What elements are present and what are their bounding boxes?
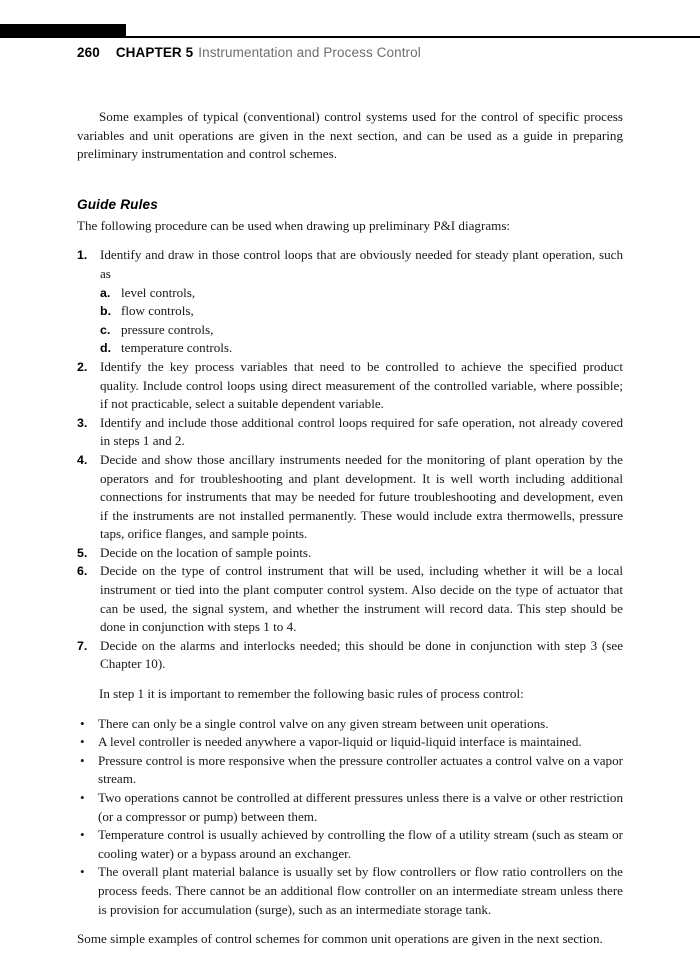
- list-item-text: Decide and show those ancillary instruments needed for the monitoring of plant operation by the operators and for troubleshooting and plant development. It is well worth including additional connections for instruments that may be needed for future troubleshooting and development, even if the instruments are not installed permanently. These would include extra thermowells, pressure taps, orifice flanges, and sample points.: [100, 451, 623, 542]
- header-rule: [0, 24, 700, 39]
- list-marker: 4.: [77, 452, 88, 467]
- section-heading-guide-rules: Guide Rules: [77, 196, 158, 212]
- list-item-text: The overall plant material balance is usually set by flow controllers or flow ratio controllers on the process feeds. There cannot be an additional flow controller on an intermediate stream unless there is provision for accumulation (surge), such as an intermediate storage tank.: [98, 864, 623, 917]
- list-item: [77, 358, 623, 414]
- list-item: [77, 863, 623, 919]
- bullet-icon: •: [80, 827, 85, 843]
- list-item: [77, 752, 623, 789]
- header-black-bar: [0, 24, 126, 38]
- list-item: [100, 321, 623, 340]
- list-item: [77, 733, 623, 752]
- list-item-text: pressure controls,: [121, 321, 214, 337]
- spacer: [77, 164, 623, 196]
- list-item-text: Two operations cannot be controlled at different pressures unless there is a valve or other restriction (or a compressor or pump) between them.: [98, 790, 623, 824]
- bullet-icon: •: [80, 715, 85, 731]
- list-marker: 2.: [77, 359, 88, 374]
- bullet-icon: •: [80, 734, 85, 750]
- guide-rules-numbered-list: [77, 246, 623, 674]
- chapter-label: CHAPTER 5: [115, 45, 194, 60]
- list-item: [77, 715, 623, 734]
- list-item-text: Decide on the alarms and interlocks needed; this should be done in conjunction with step 3 (see Chapter 10).: [100, 637, 623, 672]
- list-item-text: Temperature control is usually achieved by controlling the flow of a utility stream (such as steam or cooling water) or a bypass around an exchanger.: [98, 827, 623, 861]
- list-item: [77, 637, 623, 674]
- list-item-text: Identify the key process variables that need to be controlled to achieve the specified product quality. Include control loops using direct measurement of the controlled variable, where possible; if not practicable, select a suitable dependent variable.: [100, 358, 623, 412]
- spacer: [77, 704, 623, 715]
- list-marker: 1.: [77, 248, 88, 263]
- chapter-title: Instrumentation and Process Control: [198, 45, 421, 60]
- list-item-text: level controls,: [121, 284, 196, 300]
- list-marker: 7.: [77, 638, 88, 653]
- list-marker: 5.: [77, 545, 88, 560]
- list-marker: d.: [100, 341, 112, 356]
- list-item-text: Decide on the location of sample points.: [100, 544, 312, 560]
- process-control-rules-list: [77, 715, 623, 920]
- list-item-text: Identify and draw in those control loops that are obviously needed for steady plant operation, such as: [100, 247, 623, 281]
- list-item: [77, 789, 623, 826]
- list-item-text: A level controller is needed anywhere a vapor-liquid or liquid-liquid interface is maintained.: [98, 734, 582, 750]
- intro-paragraph: Some examples of typical (conventional) control systems used for the control of specific process variables and unit operations are given in the next section, and can be used as a guide in preparing preliminary instrumentation and control schemes.: [77, 109, 623, 162]
- list-marker: 6.: [77, 564, 88, 579]
- list-marker: b.: [100, 304, 112, 319]
- list-item: [77, 246, 623, 358]
- page-number: 260: [77, 45, 100, 60]
- list-item: [77, 562, 623, 636]
- guide-rules-lead-in: The following procedure can be used when drawing up preliminary P&I diagrams:: [77, 217, 511, 233]
- list-item: [100, 302, 623, 321]
- list-item: [77, 544, 623, 563]
- rules-lead-in: In step 1 it is important to remember the following basic rules of process control:: [99, 686, 524, 702]
- list-item-text: Decide on the type of control instrument that will be used, including whether it will be a local instrument or tied into the plant computer control system. Also decide on the type of actuator that can be used, the signal system, and whether the instrument will record data. This step should be done in conjunction with steps 1 to 4.: [100, 563, 623, 635]
- list-marker: a.: [100, 285, 111, 300]
- list-item: [100, 284, 623, 303]
- page-content: [77, 108, 623, 949]
- list-item: [77, 451, 623, 544]
- list-item: [77, 414, 623, 451]
- list-item-text: temperature controls.: [121, 340, 233, 356]
- running-head: [77, 44, 637, 61]
- list-item-text: Pressure control is more responsive when the pressure controller actuates a control valve on a vapor stream.: [98, 752, 623, 787]
- spacer: [77, 235, 623, 246]
- spacer: [77, 919, 623, 930]
- list-item-text: There can only be a single control valve on any given stream between unit operations.: [98, 715, 549, 731]
- guide-rules-sublist: [100, 284, 623, 358]
- list-item: [100, 339, 623, 358]
- closing-paragraph: Some simple examples of control schemes for common unit operations are given in the next section.: [77, 931, 603, 947]
- list-item: [77, 826, 623, 863]
- spacer: [77, 674, 623, 685]
- bullet-icon: •: [80, 864, 85, 880]
- list-marker: c.: [100, 322, 111, 337]
- bullet-icon: •: [80, 790, 85, 805]
- bullet-icon: •: [80, 752, 85, 768]
- header-horizontal-rule: [126, 36, 700, 38]
- list-marker: 3.: [77, 415, 88, 430]
- list-item-text: Identify and include those additional control loops required for safe operation, not already covered in steps 1 and 2.: [100, 414, 623, 449]
- list-item-text: flow controls,: [121, 303, 194, 319]
